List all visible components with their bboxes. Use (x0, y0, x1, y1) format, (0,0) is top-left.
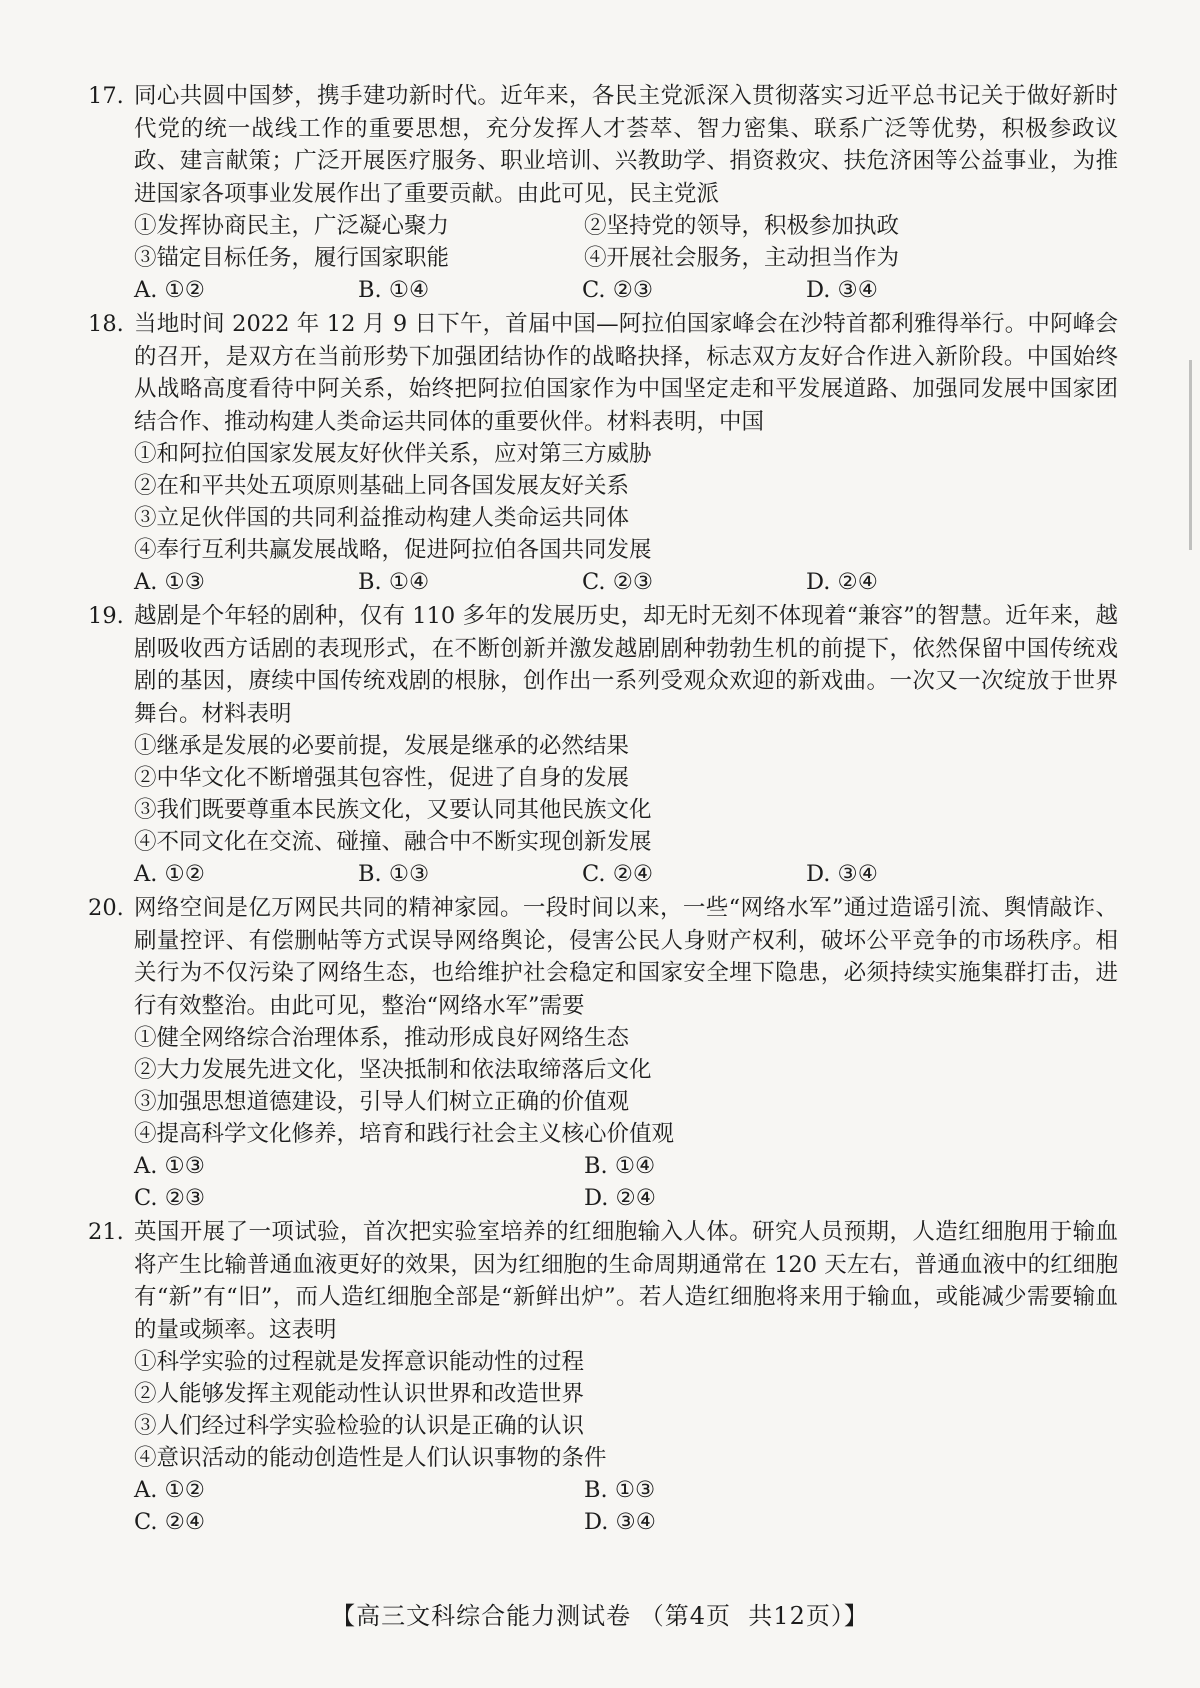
choice-b: B. ①④ (584, 1153, 656, 1179)
statement-1: ①健全网络综合治理体系，推动形成良好网络生态 (134, 1025, 630, 1051)
question-20 (88, 892, 1118, 1214)
statement-list (134, 1022, 1118, 1150)
answer-choices (134, 1474, 1118, 1538)
statement-4: ④提高科学文化修养，培育和践行社会主义核心价值观 (134, 1121, 675, 1147)
statement-2: ②大力发展先进文化，坚决抵制和依法取缔落后文化 (134, 1057, 652, 1083)
choice-b: B. ①④ (358, 569, 430, 595)
choice-c: C. ②③ (582, 277, 654, 303)
statement-3: ③人们经过科学实验检验的认识是正确的认识 (134, 1413, 585, 1439)
choice-a: A. ①② (134, 277, 205, 303)
statement-1: ①继承是发展的必要前提，发展是继承的必然结果 (134, 733, 630, 759)
statement-4: ④开展社会服务，主动担当作为 (584, 245, 900, 271)
answer-choices (134, 858, 1118, 890)
choice-a: A. ①③ (134, 1153, 205, 1179)
question-stem: 同心共圆中国梦，携手建功新时代。近年来，各民主党派深入贯彻落实习近平总书记关于做好新时代党的统一战线工作的重要思想，充分发挥人才荟萃、智力密集、联系广泛等优势，积极参政议政、建言献策；广泛开展医疗服务、职业培训、兴教助学、捐资救灾、扶危济困等公益事业，为推进国家各项事业发展作出了重要贡献。由此可见，民主党派 (134, 83, 1118, 207)
statement-1: ①和阿拉伯国家发展友好伙伴关系，应对第三方威胁 (134, 441, 652, 467)
statement-list (134, 730, 1118, 858)
answer-choices (134, 1150, 1118, 1214)
question-number: 18. (88, 311, 124, 337)
statement-4: ④奉行互利共赢发展战略，促进阿拉伯各国共同发展 (134, 537, 652, 563)
question-17 (88, 80, 1118, 306)
question-stem: 英国开展了一项试验，首次把实验室培养的红细胞输入人体。研究人员预期，人造红细胞用于输血将产生比输普通血液更好的效果，因为红细胞的生命周期通常在 120 天左右，普通血液中的红细胞有“新”有“旧”，而人造红细胞全部是“新鲜出炉”。若人造红细胞将来用于输血，或能减少需要输血的量或频率。这表明 (134, 1219, 1118, 1343)
choice-c: C. ②④ (134, 1509, 206, 1535)
choice-c: C. ②③ (582, 569, 654, 595)
statement-3: ③我们既要尊重本民族文化，又要认同其他民族文化 (134, 797, 652, 823)
statement-2: ②中华文化不断增强其包容性，促进了自身的发展 (134, 765, 630, 791)
scan-edge-mark (1189, 360, 1192, 550)
question-19 (88, 600, 1118, 890)
question-number: 19. (88, 603, 124, 629)
statement-2: ②在和平共处五项原则基础上同各国发展友好关系 (134, 473, 630, 499)
choice-b: B. ①③ (584, 1477, 656, 1503)
statement-1: ①科学实验的过程就是发挥意识能动性的过程 (134, 1349, 585, 1375)
question-number: 21. (88, 1219, 124, 1245)
answer-choices (134, 566, 1118, 598)
statement-list (134, 1346, 1118, 1474)
answer-choices (134, 274, 1118, 306)
statement-2: ②坚持党的领导，积极参加执政 (584, 213, 900, 239)
statement-1: ①发挥协商民主，广泛凝心聚力 (134, 213, 450, 239)
statement-3: ③锚定目标任务，履行国家职能 (134, 245, 450, 271)
choice-d: D. ③④ (584, 1509, 656, 1535)
footer-text: 【高三文科综合能力测试卷 （第4页 共12页）】 (331, 1602, 869, 1630)
statement-list (134, 210, 1118, 274)
choice-a: A. ①② (134, 1477, 205, 1503)
question-number: 17. (88, 83, 124, 109)
choice-d: D. ②④ (806, 569, 878, 595)
question-stem: 当地时间 2022 年 12 月 9 日下午，首届中国—阿拉伯国家峰会在沙特首都利雅得举行。中阿峰会的召开，是双方在当前形势下加强团结协作的战略抉择，标志双方友好合作进入新阶段。中国始终从战略高度看待中阿关系，始终把阿拉伯国家作为中国坚定走和平发展道路、加强同发展中国家团结合作、推动构建人类命运共同体的重要伙伴。材料表明，中国 (134, 311, 1118, 435)
choice-b: B. ①③ (358, 861, 430, 887)
page-footer (0, 1596, 1200, 1631)
question-18 (88, 308, 1118, 598)
statement-3: ③加强思想道德建设，引导人们树立正确的价值观 (134, 1089, 630, 1115)
choice-a: A. ①② (134, 861, 205, 887)
choice-c: C. ②④ (582, 861, 654, 887)
choice-d: D. ③④ (806, 861, 878, 887)
questions-area (88, 80, 1118, 1540)
question-21 (88, 1216, 1118, 1538)
statement-4: ④意识活动的能动创造性是人们认识事物的条件 (134, 1445, 607, 1471)
question-number: 20. (88, 895, 124, 921)
question-stem: 网络空间是亿万网民共同的精神家园。一段时间以来，一些“网络水军”通过造谣引流、舆情敲诈、刷量控评、有偿删帖等方式误导网络舆论，侵害公民人身财产权利，破坏公平竞争的市场秩序。相关行为不仅污染了网络生态，也给维护社会稳定和国家安全埋下隐患，必须持续实施集群打击，进行有效整治。由此可见，整治“网络水军”需要 (134, 895, 1118, 1019)
choice-d: D. ③④ (806, 277, 878, 303)
statement-3: ③立足伙伴国的共同利益推动构建人类命运共同体 (134, 505, 630, 531)
statement-list (134, 438, 1118, 566)
statement-2: ②人能够发挥主观能动性认识世界和改造世界 (134, 1381, 585, 1407)
question-stem: 越剧是个年轻的剧种，仅有 110 多年的发展历史，却无时无刻不体现着“兼容”的智慧。近年来，越剧吸收西方话剧的表现形式，在不断创新并激发越剧剧种勃勃生机的前提下，依然保留中国传统戏剧的基因，赓续中国传统戏剧的根脉，创作出一系列受观众欢迎的新戏曲。一次又一次绽放于世界舞台。材料表明 (134, 603, 1118, 727)
choice-a: A. ①③ (134, 569, 205, 595)
statement-4: ④不同文化在交流、碰撞、融合中不断实现创新发展 (134, 829, 652, 855)
choice-c: C. ②③ (134, 1185, 206, 1211)
choice-b: B. ①④ (358, 277, 430, 303)
choice-d: D. ②④ (584, 1185, 656, 1211)
